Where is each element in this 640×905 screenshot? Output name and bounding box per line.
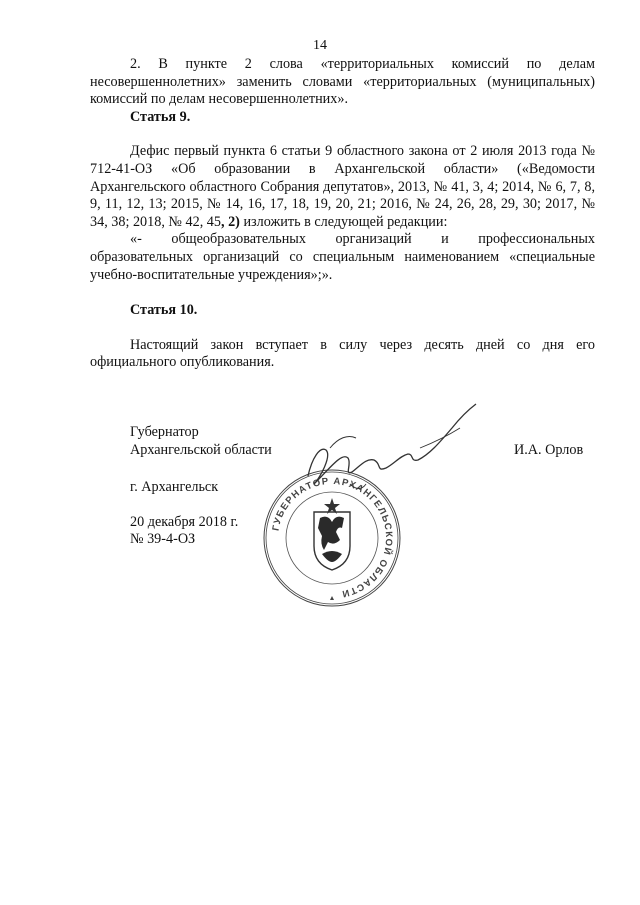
article-9-text-end: изложить в следующей редакции:	[239, 213, 448, 230]
seal-text: ГУБЕРНАТОР АРХАНГЕЛЬСКОЙ ОБЛАСТИ	[270, 475, 395, 600]
page-number: 14	[313, 38, 327, 53]
date-line: 20 декабря 2018 г.	[130, 514, 239, 530]
law-number: № 39-4-ОЗ	[130, 531, 196, 547]
article-9-text: Дефис первый пункта 6 статьи 9 областного закона от 2 июля 2013 года № 712-41-ОЗ «Об образовании в Архангельской области» («Ведомости Архангельского областного Собрания депутатов», 2013, № 41, 3, 4; 2014, № 6, 7, 8, 9, 11, 12, 13; 2015, № 14, 16, 17, 18, 19, 20, 21; 2016, № 24, 26, 28, 29, 30; 2017, № 34, 38; 2018, № 42, 45	[90, 143, 595, 230]
signatory-name: И.А. Орлов	[514, 442, 584, 458]
document-body	[90, 56, 595, 372]
paragraph-item-2: 2. В пункте 2 слова «территориальных комиссий по делам несовершеннолетних» заменить словами «территориальных (муниципальных) комиссий по делам несовершеннолетних».	[90, 56, 595, 108]
signatory-title-line1: Губернатор	[130, 424, 199, 440]
city-line: г. Архангельск	[130, 479, 219, 495]
article-9-quote: «- общеобразовательных организаций и профессиональных образовательных организаций со специальным наименованием «специальные учебно-воспитательные учреждения»;».	[90, 231, 595, 283]
article-9-heading: Статья 9.	[130, 108, 191, 125]
article-10-paragraph: Настоящий закон вступает в силу через десять дней со дня его официального опубликования.	[90, 336, 595, 371]
signatory-title-line2: Архангельской области	[130, 442, 272, 458]
article-9-bold-fragment: , 2)	[220, 213, 240, 230]
article-9-paragraph	[90, 143, 595, 231]
article-10-heading: Статья 10.	[130, 302, 198, 319]
handwritten-signature	[290, 398, 505, 498]
